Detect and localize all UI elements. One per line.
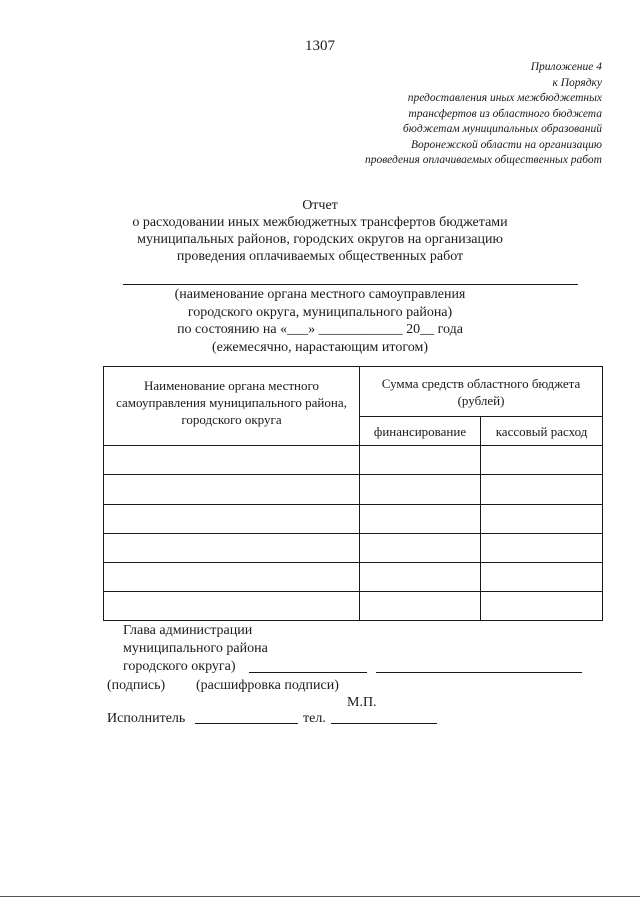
appendix-line: проведения оплачиваемых общественных работ <box>364 154 602 166</box>
signature-decode-blank[interactable] <box>376 672 582 673</box>
page-number: 1307 <box>305 38 335 54</box>
table-cell[interactable] <box>360 533 481 562</box>
column-header-organ: Наименование органа местного самоуправления муниципального района, городского округа <box>104 367 360 446</box>
appendix-line: бюджетам муниципальных образований <box>402 123 602 135</box>
table-cell[interactable] <box>481 504 603 533</box>
phone-blank[interactable] <box>331 723 437 724</box>
column-header-financing: финансирование <box>360 417 481 446</box>
title-line: муниципальных районов, городских округов на организацию <box>137 232 503 247</box>
table-cell[interactable] <box>481 562 603 591</box>
table-row <box>104 533 603 562</box>
document-title <box>0 197 640 265</box>
decode-caption: (расшифровка подписи) <box>196 678 339 693</box>
table-cell[interactable] <box>360 591 481 620</box>
table-row <box>104 562 603 591</box>
appendix-line: к Порядку <box>552 76 602 89</box>
report-subtitle <box>0 286 640 356</box>
subtitle-line: (ежемесячно, нарастающим итогом) <box>212 339 428 355</box>
title-line: Отчет <box>302 198 338 213</box>
title-line: проведения оплачиваемых общественных работ <box>176 249 464 264</box>
table-row <box>104 591 603 620</box>
table-cell[interactable] <box>481 533 603 562</box>
head-label-line1: Глава администрации <box>123 623 253 638</box>
table-cell[interactable] <box>360 475 481 504</box>
subtitle-line: городского округа, муниципального района) <box>187 304 453 320</box>
column-group-header: Сумма средств областного бюджета (рублей) <box>360 367 603 417</box>
stamp-label: М.П. <box>347 695 377 710</box>
head-label-line3: городского округа) <box>123 659 236 674</box>
executor-blank[interactable] <box>195 723 298 724</box>
appendix-note <box>302 60 602 169</box>
table-cell[interactable] <box>104 446 360 475</box>
report-table <box>103 366 603 621</box>
table-cell[interactable] <box>360 504 481 533</box>
subtitle-line: (наименование органа местного самоуправления <box>174 287 466 302</box>
table-cell[interactable] <box>481 591 603 620</box>
table-row <box>104 446 603 475</box>
name-underline <box>123 284 578 285</box>
column-header-cash-expense: кассовый расход <box>481 417 603 446</box>
appendix-line: Воронежской области на организацию <box>410 138 602 151</box>
signature-caption: (подпись) <box>107 678 166 693</box>
phone-label: тел. <box>303 711 326 726</box>
signature-blank[interactable] <box>249 672 367 673</box>
page-bottom-rule <box>0 896 640 897</box>
table-cell[interactable] <box>104 533 360 562</box>
table-row <box>104 475 603 504</box>
executor-label: Исполнитель <box>107 711 186 726</box>
table-cell[interactable] <box>481 446 603 475</box>
table-cell[interactable] <box>104 591 360 620</box>
table-cell[interactable] <box>360 562 481 591</box>
title-line: о расходовании иных межбюджетных трансфертов бюджетами <box>132 215 508 230</box>
table-cell[interactable] <box>104 562 360 591</box>
table-cell[interactable] <box>104 475 360 504</box>
table-row <box>104 504 603 533</box>
table-cell[interactable] <box>104 504 360 533</box>
table-cell[interactable] <box>360 446 481 475</box>
appendix-line: предоставления иных межбюджетных <box>407 92 602 104</box>
appendix-line: Приложение 4 <box>530 61 602 73</box>
table-cell[interactable] <box>481 475 603 504</box>
head-label-line2: муниципального района <box>123 641 268 656</box>
report-date-line: по состоянию на «___» ____________ 20__ года <box>177 322 463 337</box>
appendix-line: трансфертов из областного бюджета <box>408 107 602 120</box>
